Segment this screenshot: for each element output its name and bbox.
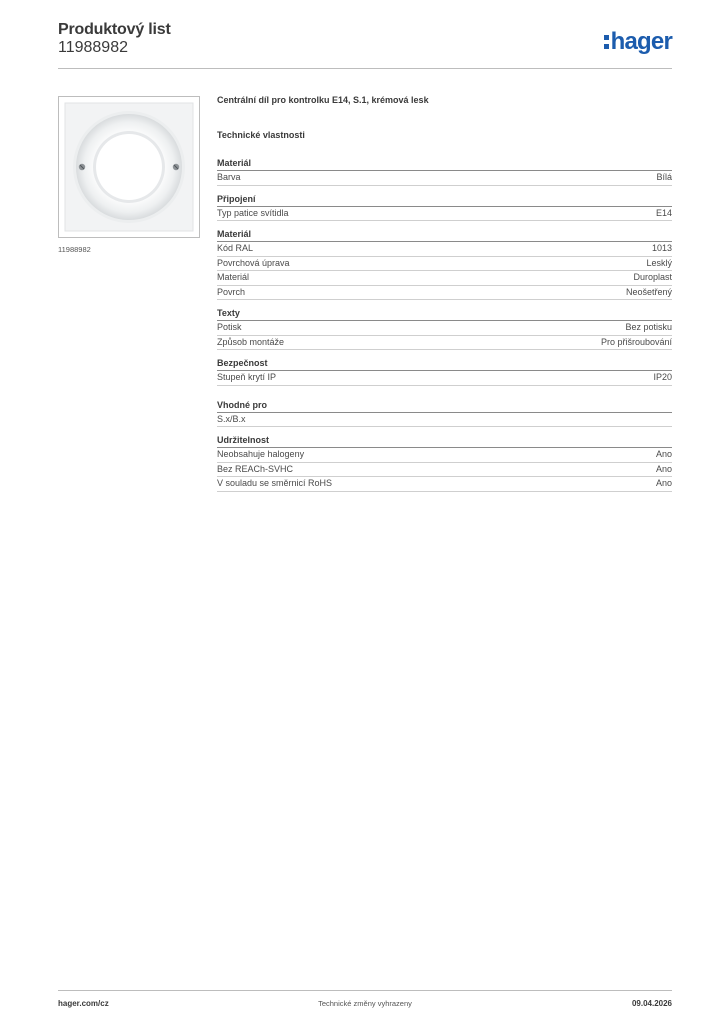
spec-row (217, 448, 672, 463)
spec-value: Ano (655, 478, 672, 488)
hager-logo (604, 27, 672, 57)
spec-value: IP20 (653, 372, 672, 382)
spec-group-title: Vhodné pro (217, 399, 672, 413)
spec-value: Ano (655, 449, 672, 459)
logo-dots-icon (604, 32, 609, 50)
spec-value: Pro přišroubování (600, 336, 672, 347)
spec-row (217, 207, 672, 222)
spec-group-title: Texty (217, 307, 672, 321)
product-name: Centrální díl pro kontrolku E14, S.1, krémová lesk (217, 95, 429, 105)
spec-group-title: Připojení (217, 193, 672, 207)
footer-website: hager.com/cz (58, 999, 109, 1008)
spec-value: Duroplast (633, 272, 672, 282)
spec-row (217, 336, 672, 351)
spec-row (217, 286, 672, 301)
spec-row (217, 321, 672, 336)
footer-note: Technické změny vyhrazeny (318, 999, 412, 1008)
document-number: 11988982 (58, 39, 128, 56)
spec-row (217, 463, 672, 478)
spec-label: Bez REACh-SVHC (217, 463, 294, 474)
spec-label: Povrch (217, 286, 246, 297)
spec-label: Kód RAL (217, 243, 254, 253)
spec-group (217, 434, 672, 492)
spec-group (217, 228, 672, 300)
product-image (58, 96, 200, 238)
spec-value: Bílá (656, 172, 672, 182)
spec-label: Barva (217, 172, 241, 182)
spec-group-title: Materiál (217, 228, 672, 242)
spec-content (217, 95, 672, 499)
spec-label: Povrchová úprava (217, 257, 290, 268)
spec-label: Typ patice svítidla (217, 207, 289, 218)
spec-group-title: Udržitelnost (217, 434, 672, 448)
spec-value: Bez potisku (625, 322, 672, 332)
product-photo-icon (59, 97, 199, 237)
spec-row (217, 257, 672, 272)
spec-group (217, 357, 672, 386)
spec-label: Stupeň krytí IP (217, 372, 277, 382)
spec-value: Neošetřený (625, 286, 672, 297)
spec-group-title: Materiál (217, 157, 672, 171)
spec-value: 1013 (651, 243, 672, 253)
spec-value: E14 (655, 207, 672, 218)
footer-date: 09.04.2026 (631, 999, 672, 1008)
spec-label: S.x/B.x (217, 413, 246, 424)
spec-row (217, 242, 672, 257)
spec-row (217, 413, 672, 428)
document-title: Produktový list (58, 21, 171, 38)
logo-text: hager (610, 28, 672, 55)
spec-group (217, 399, 672, 428)
spec-row (217, 477, 672, 492)
spec-value: Lesklý (646, 257, 672, 268)
spec-row (217, 371, 672, 386)
spec-groups (217, 157, 672, 492)
spec-label: Materiál (217, 272, 250, 282)
spec-label: V souladu se směrnicí RoHS (217, 478, 333, 488)
spec-group-title: Bezpečnost (217, 357, 672, 371)
spec-group (217, 157, 672, 186)
spec-group (217, 307, 672, 350)
page-header (58, 20, 672, 69)
spec-row (217, 271, 672, 286)
spec-label: Neobsahuje halogeny (217, 449, 305, 459)
page-footer (58, 990, 672, 1011)
spec-label: Způsob montáže (217, 336, 285, 347)
spec-group (217, 193, 672, 222)
spec-label: Potisk (217, 322, 242, 332)
image-caption: 11988982 (58, 245, 91, 254)
spec-row (217, 171, 672, 186)
section-title: Technické vlastnosti (217, 130, 305, 140)
spec-value: Ano (655, 463, 672, 474)
